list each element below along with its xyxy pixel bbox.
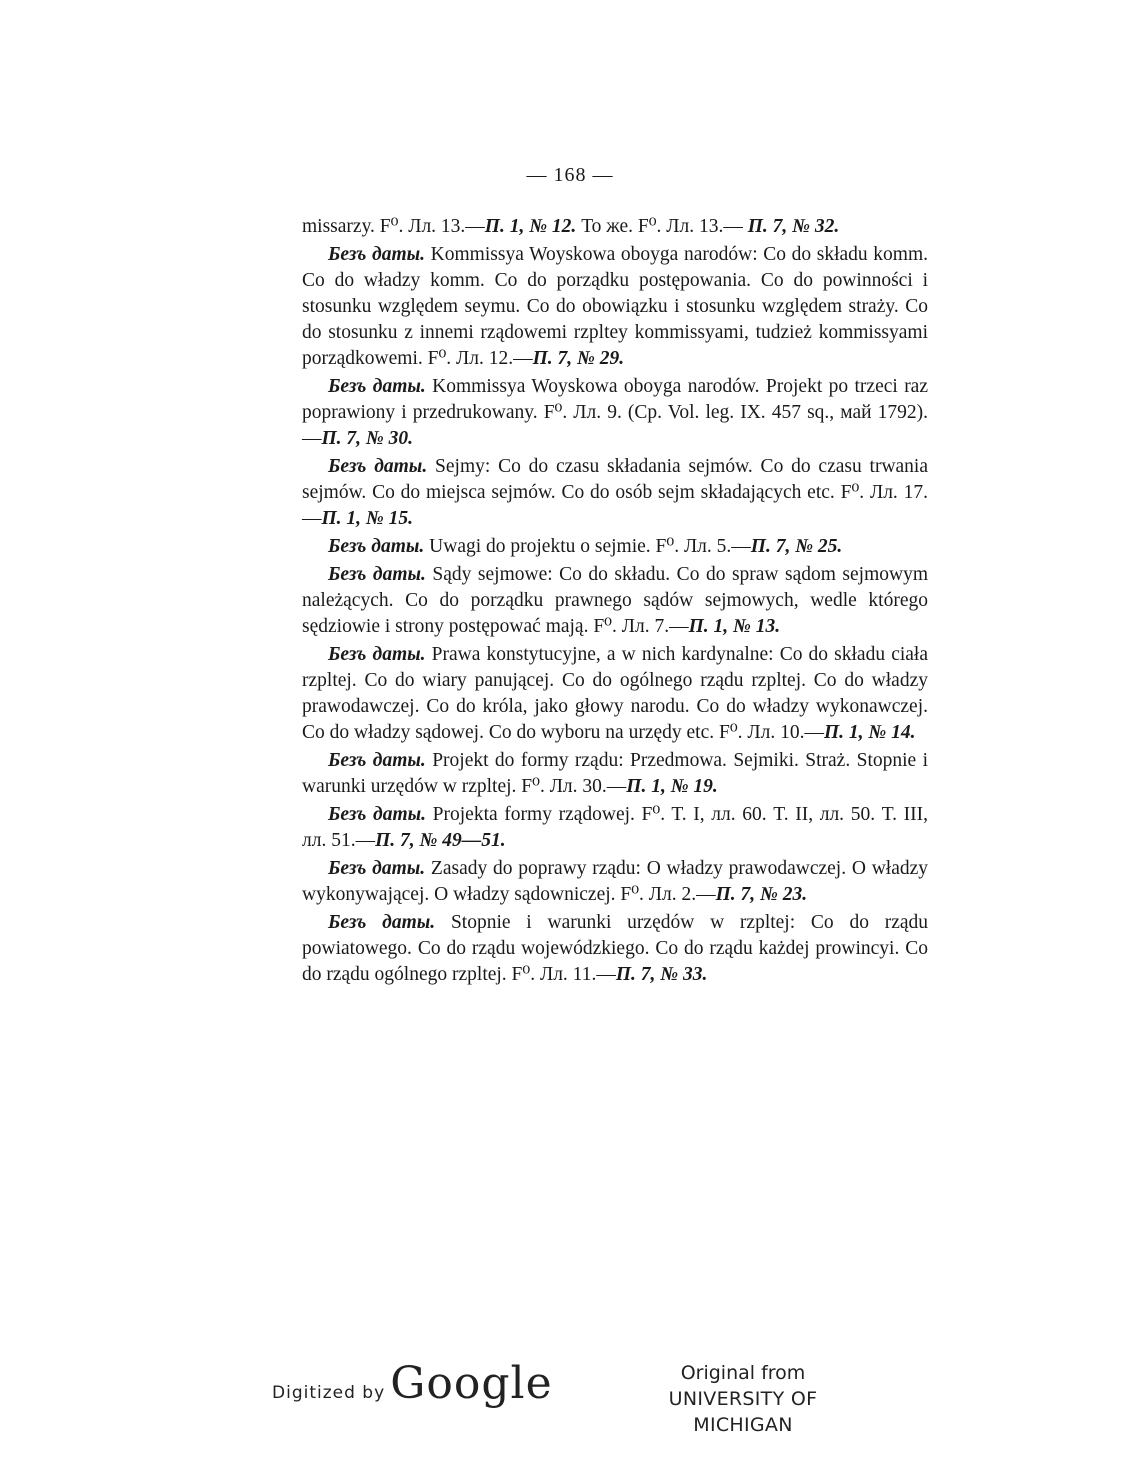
google-logo: Google (390, 1358, 553, 1409)
entry-text: Projekta formy rządowej. F⁰. T. I, лл. 60. T. II, лл. 50. T. III, лл. 51.— (302, 804, 929, 851)
entry-9 (302, 856, 928, 908)
entry-8 (302, 802, 928, 854)
entry-text: Kommissya Woyskowa oboyga narodów. Projekt po trzeci raz poprawiony i przedrukowany. F⁰. Лл. 9. (Cp. Vol. leg. IX. 457 sq., май 1792).— (302, 376, 928, 449)
entry-date: Безъ даты. (328, 804, 427, 825)
digitized-by-google (272, 1358, 553, 1409)
entry-date: Безъ даты. (328, 536, 425, 557)
entry-ref: П. 7, № 30. (321, 428, 414, 449)
entry-5 (302, 562, 928, 640)
original-from-label: Original from (680, 1362, 806, 1384)
entry-10 (302, 910, 928, 988)
entry-text: missarzy. F⁰. Лл. 13.— (302, 216, 485, 237)
entry-ref: П. 7, № 29. (532, 348, 625, 369)
entry-date: Безъ даты. (328, 912, 436, 933)
page-body (302, 214, 928, 990)
entry-text: Zasady do poprawy rządu: O władzy prawodawczej. O władzy wykonywającej. O władzy sądowniczej. F⁰. Лл. 2.— (302, 858, 929, 905)
entry-date: Безъ даты. (328, 750, 426, 771)
entry-4 (302, 534, 928, 560)
entry-text: Kommissya Woyskowa oboyga narodów: Co do składu komm. Co do władzy komm. Co do porządku postępowania. Co do powinności i stosunku względem seymu. Co do obowiązku i stosunku względem straży. Co do stosunku z innemi rządowemi rzpltey kommissyami, tudzież kommissyami porządkowemi. F⁰. Лл. 12.— (302, 244, 929, 369)
entry-0 (302, 214, 928, 240)
entry-ref: П. 1, № 13. (688, 616, 781, 637)
entry-1 (302, 242, 928, 372)
entry-text: Prawa konstytucyjne, a w nich kardynalne: Co do składu ciała rzpltej. Co do wiary panującej. Co do ogólnego rządu rzpltej. Co do władzy prawodawczej. Co do króla, jako głowy narodu. Co do władzy wykonawczej. Co do władzy sądowej. Co do wyboru na urzędy etc. F⁰. Лл. 10.— (302, 644, 928, 743)
entry-text: Stopnie i warunki urzędów w rzpltej: Co do rządu powiatowego. Co do rządu wojewódzkiego. Co do rządu każdej prowincyi. Co do rządu ogólnego rzpltej. F⁰. Лл. 11.— (302, 912, 929, 985)
entry-date: Безъ даты. (328, 564, 426, 585)
entry-ref: П. 1, № 12. (484, 216, 577, 237)
original-source (618, 1360, 868, 1438)
entry-date: Безъ даты. (328, 376, 426, 397)
entry-text: Projekt do formy rządu: Przedmowa. Sejmiki. Straż. Stopnie i warunki urzędów w rzpltej. F⁰. Лл. 30.— (302, 750, 929, 797)
entry-6 (302, 642, 928, 746)
entry-date: Безъ даты. (328, 456, 428, 477)
entry-ref: П. 1, № 14. (823, 722, 916, 743)
entry-date: Безъ даты. (328, 644, 426, 665)
entry-2 (302, 374, 928, 452)
entry-ref: П. 7, № 49—51. (375, 830, 506, 851)
entry-ref: П. 7, № 25. (750, 536, 843, 557)
entry-tail: То же. F⁰. Лл. 13.— (576, 216, 743, 237)
entry-3 (302, 454, 928, 532)
entry-text: Sejmy: Co do czasu składania sejmów. Co do czasu trwania sejmów. Co do miejsca sejmów. Co do osób sejm składających etc. F⁰. Лл. 17.— (302, 456, 928, 529)
entry-ref: П. 1, № 19. (626, 776, 718, 797)
entry-7 (302, 748, 928, 800)
digitized-label: Digitized by (272, 1383, 386, 1403)
university-label: UNIVERSITY OF MICHIGAN (668, 1388, 818, 1436)
entry-text: Sądy sejmowe: Co do składu. Co do spraw sądom sejmowym należących. Co do porządku prawnego sądów sejmowych, wedle którego sędziowie i strony postępować mają. F⁰. Лл. 7.— (302, 564, 928, 637)
entry-ref: П. 7, № 23. (715, 884, 808, 905)
entry-ref: П. 1, № 15. (321, 508, 414, 529)
entry-ref: П. 7, № 33. (615, 964, 708, 985)
entry-date: Безъ даты. (328, 858, 426, 879)
entry-text: Uwagi do projektu o sejmie. F⁰. Лл. 5.— (424, 536, 751, 557)
page-number: — 168 — (526, 164, 614, 186)
entry-date: Безъ даты. (328, 244, 426, 265)
entry-ref: П. 7, № 32. (747, 216, 840, 237)
